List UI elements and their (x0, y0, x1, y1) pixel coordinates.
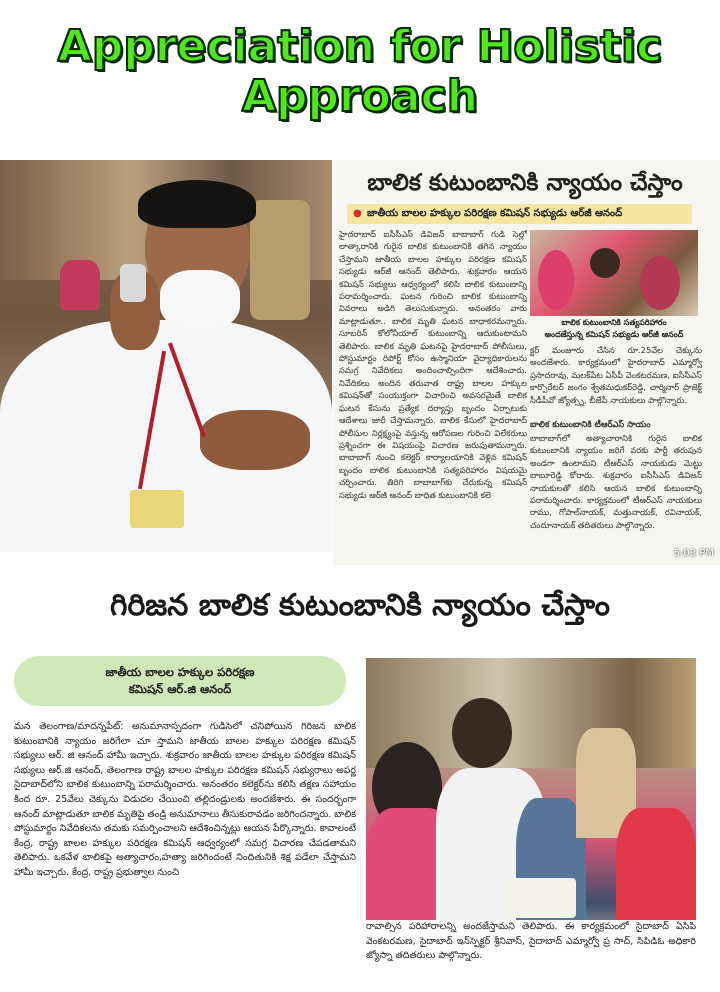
clipping-1-column-left: హైదరాబాద్ ఐసీసీఎస్ డివిజన్ బాబాబాగ్ గుడి సెల్లో లాత్కారానికి గురైన బాలిక కుటుంబానికి తగిన న్యాయం చేస్తామని జాతీయ బాలల హక్కుల పరిరక్షణ కమిషన్ సభ్యుడు ఆర్‌జీ ఆనంద్ తెలిపారు. శుక్రవారం ఆయన కమిషన్ సభ్యులు ఆధ్వర్యంలో కలిసి బాలిక కుటుంబాన్ని పరామర్శించారు. ఘటన గురించి బాలిక కుటుంబాన్ని వివరాలు అడిగి తెలుసుకున్నారు. అనంతరం వారు మాట్లాడుతూ.. బాలిక మృతి ఘటన బాధాకరమన్నారు. సూబరిన్ కోలోనీయాల్ కుటుంబాన్ని ఆదుకుంటామని తెలిపారు. బాలిక మృతి ఘటనపై హైదరాబాద్ పోలీసులు, పోస్టుమార్టం రిపోర్ట్ కోసం ఉస్మానియా వైద్యాధికారులను సమగ్ర నివేదికలు అందించాల్సిందిగా ఆదేశించారు. నివేదికలు అందిన తరువాత రాష్ట్ర బాలల హక్కుల కమిషన్‌తో సంయుక్తంగా విచారించి అవసరమైతే బాలిక ఘటన కేసును ప్రత్యేక దర్యాప్తు బృందం ఏర్పాటుకు ఆదేశాలు జారీ చేస్తామన్నారు. బాలిక కేసులో హైదరాబాద్ పోలీసుల నిర్లక్ష్యంపై వస్తున్న ఆరోపణల గురించి విలేకరులు ప్రశ్నించగా ఈ విషయంపై విచారణ జరుపుతామన్నారు. బాబాబాగ్ నుంచి కలెక్టర్ కార్యాలయానికి వెళ్లిన కమిషన్ బృందం బాలిక కుటుంబానికి సత్యపరిహారం విషయమై చర్చించారు. తిరిగి బాబాబాగ్‌కు చేరుకున్న కమిషన్ సభ్యుడు ఆర్‌జీ ఆనంద్ బాధిత కుటుంబానికి కలె (339, 229, 527, 500)
clipping-1-title: బాలిక కుటుంబానికి న్యాయం చేస్తాం (367, 170, 683, 196)
clipping-1-photo-caption: బాలిక కుటుంబానికి సత్యపరిహారం (561, 318, 667, 327)
clipping-1-photo (530, 230, 698, 316)
newspaper-clipping-1 (333, 160, 720, 565)
newspaper-clipping-2 (0, 566, 720, 992)
clipping-1-column-right: క్టర్ మంజూరు చేసిన రూ.25వేల చెక్కును అందజేశారు. కార్యక్రమంలో హైదరాబాద్ ఎమ్మార్వో ప్రసాదరావు, మలక్‌పేట ఏసీపీ వెంకటరమణ, ఐసీసీఎస్ కార్పొరేటర్ జంగం శ్వేతమధుకర్‌రెడ్డి, చార్మినార్ ప్రాజెక్ట్ సీడీపీవో జ్యోత్స్న, బీజేపీ నాయకులు పాల్గొన్నారు. (530, 345, 702, 405)
clipping-2-subheading (14, 656, 346, 706)
timestamp: 5:03 PM (673, 548, 714, 559)
news-photo-commissioner (0, 160, 332, 552)
clipping-2-body-right: రావాల్సిన పరిహారాలన్ని అందజేస్తామని తెలిపారు. ఈ కార్యక్రమంలో సైదాబాద్ ఏసిపి వెంకటరమణ, సైదాబాద్ ఇన్‌స్పెక్టర్ శ్రీనివాస్, సైదాబాద్ ఎమ్మార్వో ప్ర సాద్, సిపిడిఓ అధికారి జ్యోస్నా తదితరులు పాల్గొన్నారు. (366, 920, 696, 980)
clipping-1-photo-caption-2: అందజేస్తున్న కమిషన్ సభ్యుడు ఆర్‌జీ ఆనంద్ (544, 330, 684, 339)
subheading-line-2: కమిషన్ ఆర్.జి ఆనంద్ (128, 682, 232, 696)
clipping-1-column-right-heading: బాలిక కుటుంబానికి టీఆర్‌ఎస్ సాయం (530, 419, 651, 429)
clipping-2-title: గిరిజన బాలిక కుటుంబానికి న్యాయం చేస్తాం (110, 588, 610, 623)
clipping-1-subtitle: ● జాతీయ బాలల హక్కుల పరిరక్షణ కమిషన్ సభ్యుడు ఆర్‌జీ ఆనంద్ (347, 204, 692, 224)
clipping-2-body-left: మన తెలంగాణ/మాదన్నపేట్: అనుమానాస్పదంగా గుడిసెలో చనిపోయిన గిరిజన బాలిక కుటుంబానికి న్యాయం జరిగేలా చూ స్తామని జాతీయ బాలల హక్కుల పరిరక్షణ కమిషన్ సభ్యులు ఆర్. జి ఆనంద్ హామీ ఇచ్చారు. శుక్రవారం జాతీయ బాలల హక్కుల పరిరక్షణ కమిషన్ సభ్యులు ఆర్.జి ఆనంద్, తెలంగాణ రాష్ట్ర బాలల హక్కుల పరిరక్షణ కమిషన్ సభ్యురాలు అపర్ణ సైదాబాద్‌లోని బాలిక కుటుంబాన్ని పరామర్శించారు. అనంతరం కలెక్టర్‌ను కలిసి తక్షణ సహాయం కింద రూ. 25వేలు చెక్కును విడుదల చేయించి తల్లిదండ్రులకు అందజేశారు. ఈ సందర్భంగా ఆనంద్ మాట్లాడుతూ బాలిక మృతిపై తండ్రి అనుమానాలు తీసుకురావడం జరిగిందన్నారు. బాలిక పోస్టుమార్టం నివేదికలను తమకు సమర్పించాలని ఆదేశించిన్నట్లు ఆయన పేర్కొన్నారు. కావాలంటే కేంద్ర, రాష్ట్ర బాలల హక్కుల పరిరక్షణ కమిషన్ ఆధ్వర్యంలో సమగ్ర విచారణ చేపడతామని తెలిపారు. ఒకవేళ బాలికపై అత్యాచారం,హత్యా జరిగిందంటే నిందితునికి శిక్ష పడేలా చేస్తామని హామీ ఇచ్చారు. కేంద్ర, రాష్ట్ర ప్రభుత్వాల నుంచి (14, 721, 356, 878)
clipping-1-column-right-2: బాబాబాగ్‌లో అత్యాచారానికి గురైన బాలిక కుటుంబానికి న్యాయం జరిగే వరకు పార్టీ తరుపున అండగా ఉంటామని టీఆర్‌ఎస్ నాయకుడు మెట్టు బాబూరెడ్డి కోరారు. శుక్రవారం ఐసీసీఎస్ డివిజన్ నాయకులతో కలిసి ఆయన బాలిక కుటుంబాన్ని పరామర్శించారు. కార్యక్రమంలో టీఆర్‌ఎస్ నాయకులు రాము, గోపాల్‌నాయక్, మత్తునాయక్, రవినాయక్, చందూనాయక్ తదితరులు పాల్గొన్నారు. (530, 433, 702, 530)
headline: Appreciation for Holistic Approach (57, 21, 663, 122)
clipping-2-photo (366, 658, 696, 964)
subheading-line-1: జాతీయ బాలల హక్కుల పరిరక్షణ (105, 665, 255, 679)
